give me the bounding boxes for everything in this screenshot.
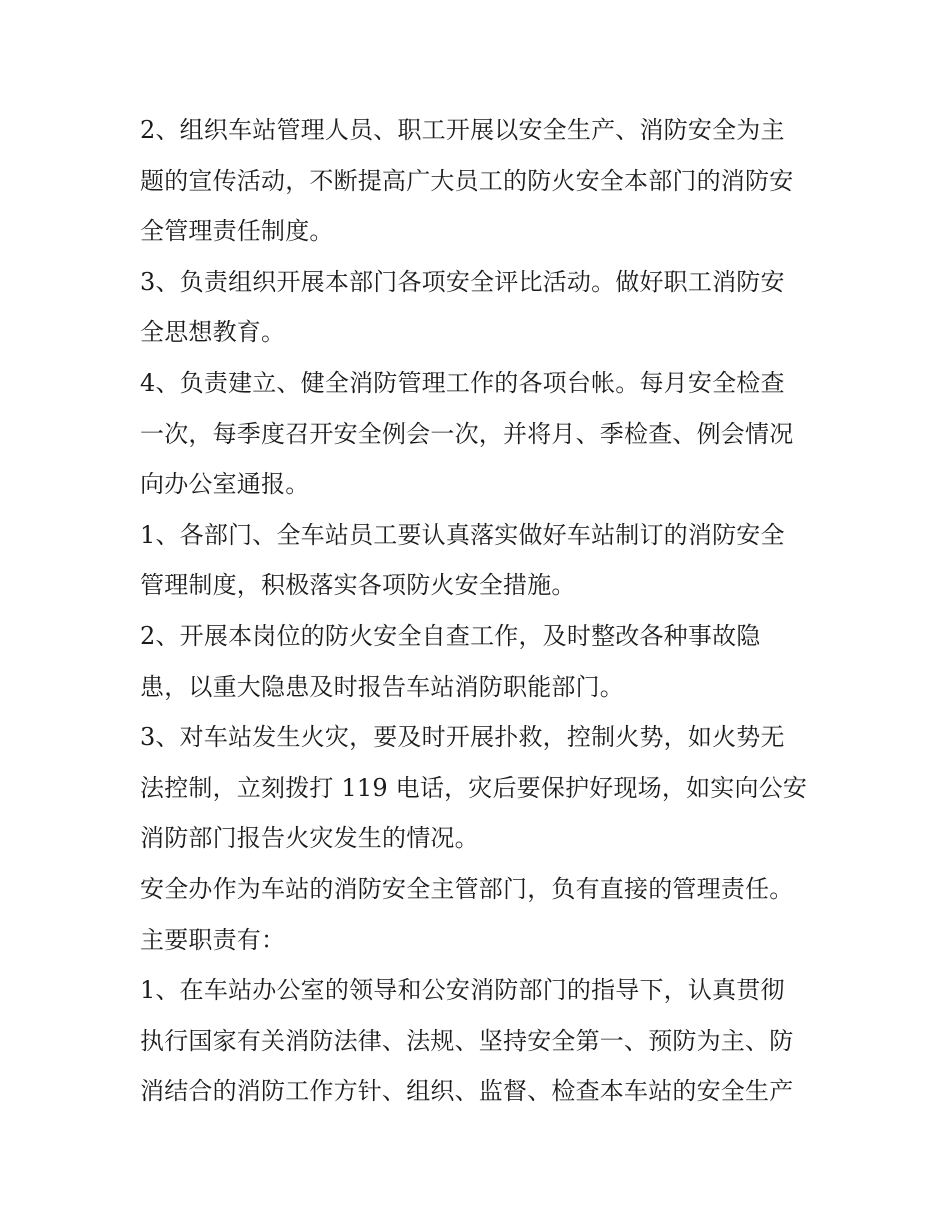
text-line: 3、负责组织开展本部门各项安全评比活动。做好职工消防安 <box>140 267 785 296</box>
text-line: 管理制度，积极落实各项防火安全措施。 <box>140 571 576 600</box>
text-line: 主要职责有： <box>140 925 286 954</box>
text-line: 消防部门报告火灾发生的情况。 <box>140 824 479 853</box>
text-line: 2、组织车站管理人员、职工开展以安全生产、消防安全为主 <box>140 116 785 144</box>
text-line: 2、开展本岗位的防火安全自查工作，及时整改各种事故隐 <box>140 621 761 650</box>
text-line: 消结合的消防工作方针、组织、监督、检查本车站的安全生产 <box>140 1077 794 1106</box>
text-line: 患，以重大隐患及时报告车站消防职能部门。 <box>140 672 624 701</box>
text-line: 执行国家有关消防法律、法规、坚持安全第一、预防为主、防 <box>140 1026 794 1055</box>
text-line: 题的宣传活动，不断提高广大员工的防火安全本部门的消防安 <box>140 166 794 195</box>
text-line: 1、在车站办公室的领导和公安消防部门的指导下，认真贯彻 <box>140 976 785 1005</box>
text-line: 全管理责任制度。 <box>140 217 334 246</box>
text-line: 向办公室通报。 <box>140 470 310 499</box>
text-line: 1、各部门、全车站员工要认真落实做好车站制订的消防安全 <box>140 520 785 549</box>
text-line: 4、负责建立、健全消防管理工作的各项台帐。每月安全检查 <box>140 368 785 397</box>
document-body <box>140 105 812 1117</box>
text-line: 法控制，立刻拨打 119 电话，灾后要保护好现场，如实向公安 <box>140 773 808 802</box>
text-line: 全思想教育。 <box>140 318 286 347</box>
text-line: 3、对车站发生火灾，要及时开展扑救，控制火势，如火势无 <box>140 723 785 752</box>
text-line: 安全办作为车站的消防安全主管部门，负有直接的管理责任。 <box>140 874 794 903</box>
text-line: 一次，每季度召开安全例会一次，并将月、季检查、例会情况 <box>140 419 794 448</box>
